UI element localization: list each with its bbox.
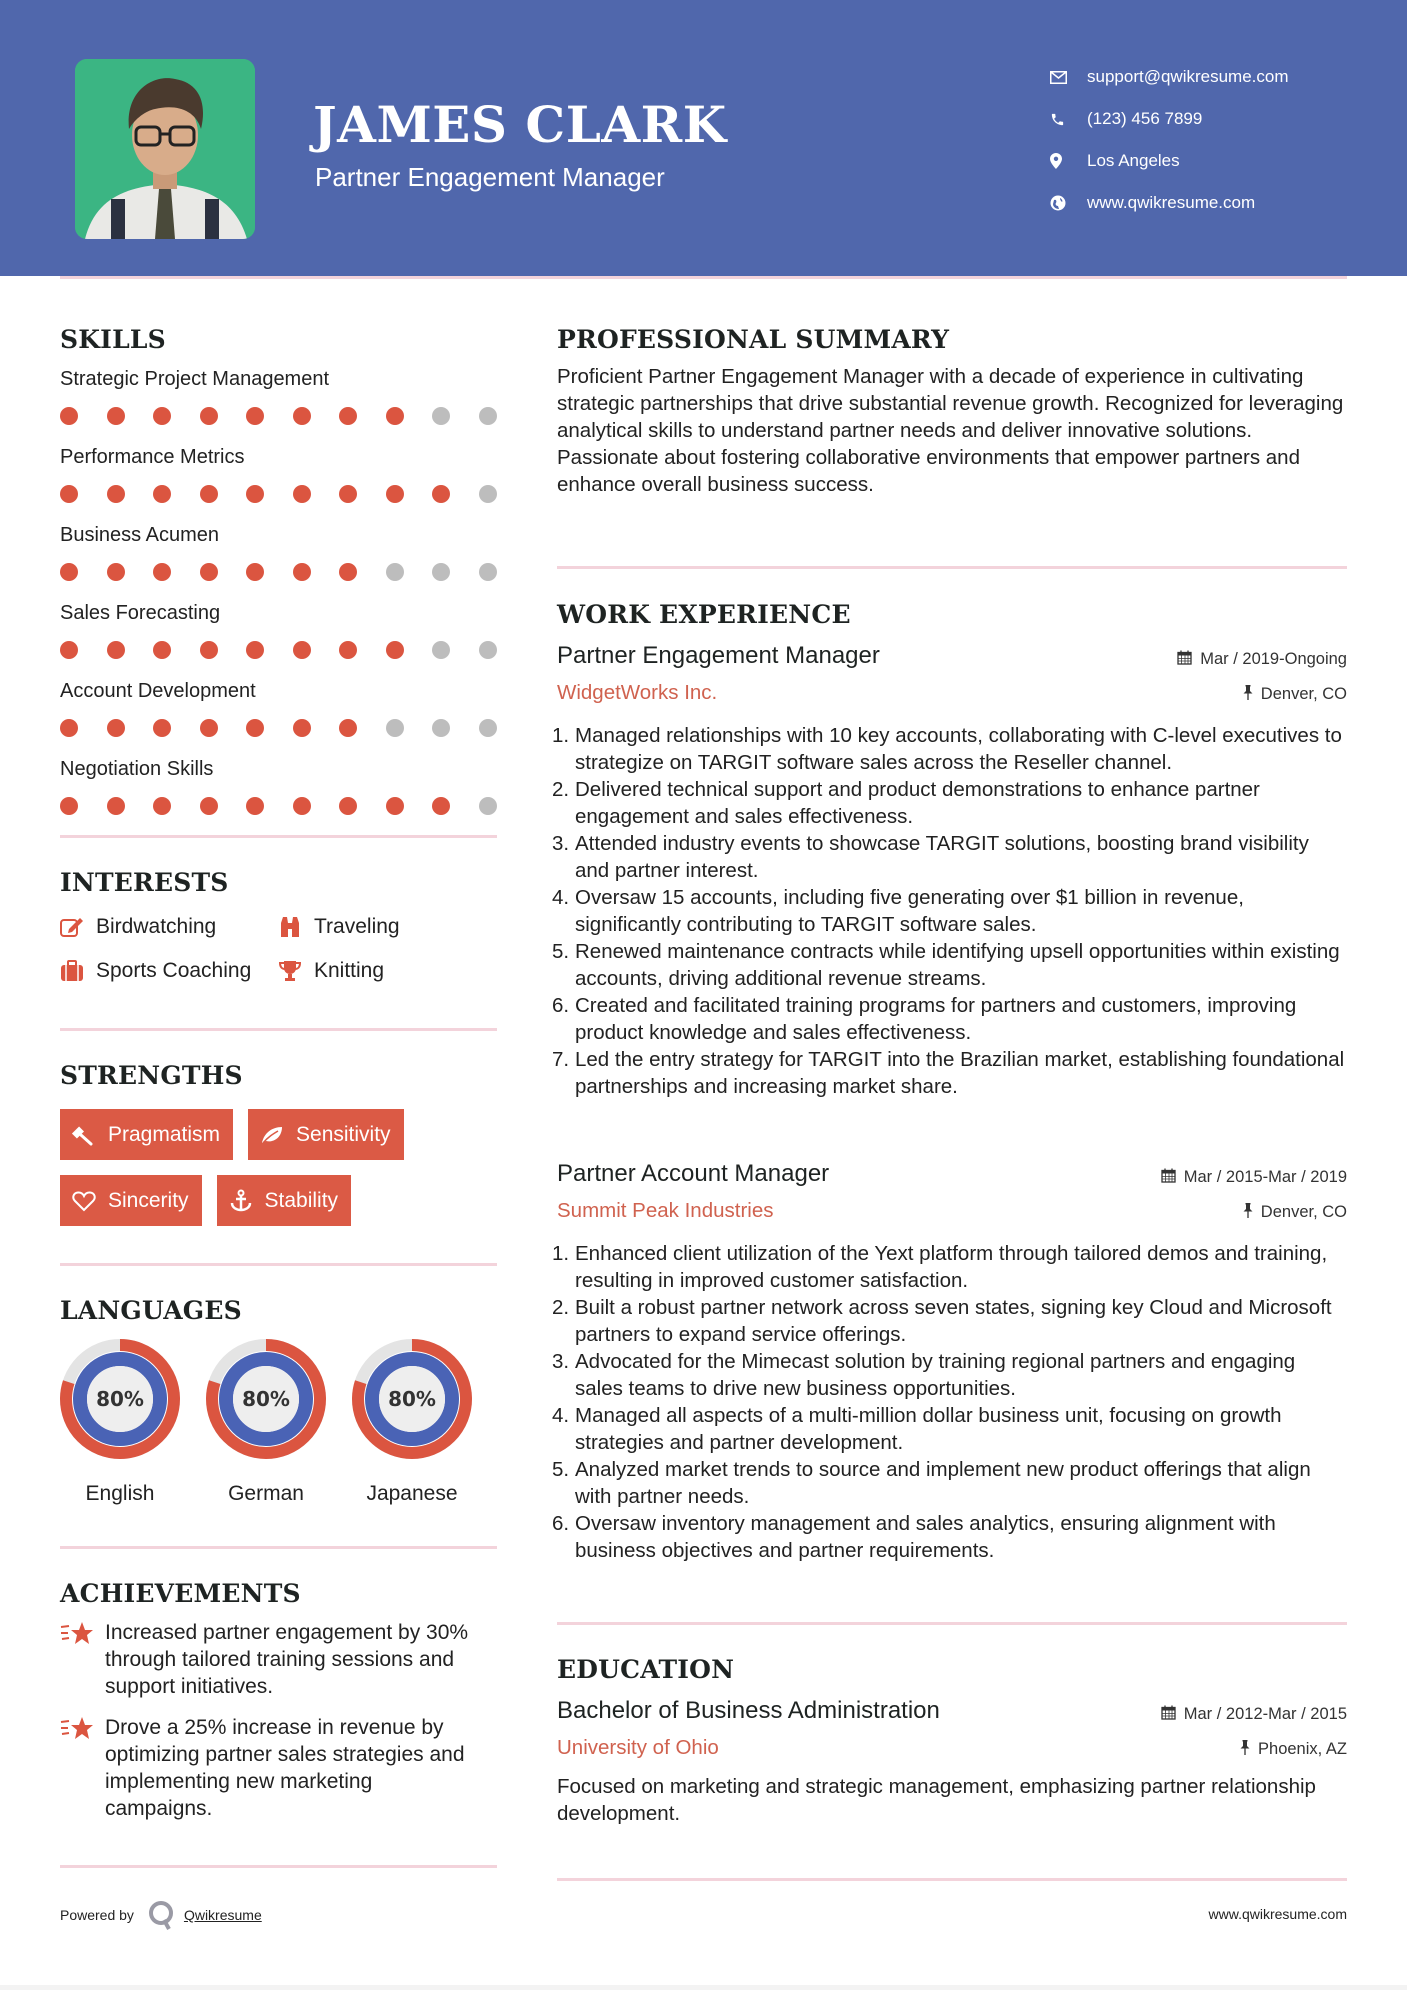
rating-dot-empty [432,719,450,737]
achievement-item: Increased partner engagement by 30% through tailored training sessions and support initiatives. [60,1619,485,1700]
rating-dot-empty [479,641,497,659]
achievement-item: Drove a 25% increase in revenue by optimizing partner sales strategies and implementing new marketing campaigns. [60,1714,485,1822]
language-item [206,1339,326,1506]
skill-rating [60,641,497,659]
section-divider [557,1622,1347,1625]
strengths-list [60,1109,497,1226]
rating-dot-empty [479,407,497,425]
job-bullet: Created and facilitated training programs for partners and customers, improving product knowledge and sales effectiveness. [575,993,1297,1044]
skill-label: Performance Metrics [60,446,245,468]
job-entry [557,644,1347,1100]
envelope-icon [1050,71,1087,84]
job-bullet: Advocated for the Mimecast solution by training regional partners and engaging sales teams to drive new business opportunities. [575,1349,1296,1400]
experience-section [557,600,1347,1562]
rating-dot-filled [200,719,218,737]
company-name: WidgetWorks Inc. [557,681,718,704]
rating-dot-filled [293,797,311,815]
rating-dot-filled [60,563,78,581]
contact-list [1050,56,1289,224]
interest-item: Sports Coaching [60,959,278,983]
binoculars-icon [278,915,314,939]
achievements-title: ACHIEVEMENTS [60,1579,301,1608]
language-proficiency-chart [352,1339,472,1464]
calendar-icon [1177,650,1192,669]
skills-list [60,369,497,815]
interests-title: INTERESTS [60,868,229,897]
skill-rating [60,485,497,503]
rating-dot-filled [339,719,357,737]
rating-dot-filled [153,719,171,737]
rating-dot-filled [246,641,264,659]
rating-dot-filled [386,641,404,659]
pushpin-icon [1243,1203,1253,1222]
language-item [352,1339,472,1506]
achievements-list [60,1619,485,1822]
job-location: Denver, CO [1243,1203,1347,1222]
summary-section [557,327,1347,498]
rating-dot-filled [293,641,311,659]
language-proficiency-chart [206,1339,326,1464]
header-divider [60,276,1347,279]
skill-label: Negotiation Skills [60,758,214,780]
calendar-icon [1161,1705,1176,1724]
education-description: Focused on marketing and strategic management, emphasizing partner relationship development. [557,1774,1316,1825]
rating-dot-filled [60,485,78,503]
section-divider [60,835,497,838]
rating-dot-filled [246,407,264,425]
rating-dot-empty [479,797,497,815]
rating-dot-filled [246,797,264,815]
contact-location-text: Los Angeles [1087,151,1180,170]
education-dates: Mar / 2012-Mar / 2015 [1161,1705,1347,1724]
rating-dot-filled [293,485,311,503]
skill-item [60,681,497,737]
job-bullet: Managed all aspects of a multi-million dollar business unit, focusing on growth strategies and partner development. [575,1403,1282,1454]
strength-badge: Sincerity [60,1175,202,1226]
phone-icon [1050,112,1087,127]
section-divider [557,1878,1347,1881]
degree-title: Bachelor of Business Administration [557,1697,940,1724]
skill-item [60,525,497,581]
page-bottom-edge [0,1985,1407,1990]
job-dates: Mar / 2015-Mar / 2019 [1161,1168,1347,1187]
section-divider [60,1546,497,1549]
resume-header [0,0,1407,276]
rating-dot-filled [200,563,218,581]
profile-photo [75,59,255,239]
contact-website[interactable] [1050,182,1289,224]
gavel-icon [72,1124,108,1146]
trophy-icon [278,960,314,982]
edit-icon [60,916,96,938]
job-bullets [557,722,1347,1100]
rating-dot-filled [200,485,218,503]
rating-dot-filled [153,797,171,815]
strength-badge: Stability [217,1175,352,1226]
rating-dot-filled [200,407,218,425]
rating-dot-filled [107,641,125,659]
language-name: English [85,1482,155,1505]
experience-title: WORK EXPERIENCE [557,600,851,629]
interest-item: Traveling [278,915,478,939]
section-divider [60,1028,497,1031]
candidate-title: Partner Engagement Manager [315,162,665,192]
rating-dot-filled [293,719,311,737]
qwikresume-link[interactable]: Qwikresume [183,1907,262,1923]
rating-dot-empty [432,563,450,581]
languages-list [60,1339,472,1506]
rating-dot-filled [339,485,357,503]
candidate-name: JAMES CLARK [313,95,727,154]
language-percent-label: 80% [388,1387,436,1411]
skill-rating [60,797,497,815]
interest-item: Knitting [278,959,478,983]
job-bullet: Enhanced client utilization of the Yext platform through tailored demos and training, resulting in improved customer satisfaction. [575,1241,1328,1292]
rating-dot-filled [60,407,78,425]
qwikresume-logo-icon [148,1900,176,1930]
rating-dot-filled [60,719,78,737]
job-bullet: Managed relationships with 10 key accounts, collaborating with C-level executives to strategize on TARGIT software sales across the Reseller channel. [575,723,1342,774]
globe-icon [1050,195,1087,211]
skills-title: SKILLS [60,325,166,354]
language-percent-label: 80% [242,1387,290,1411]
pushpin-icon [1240,1740,1250,1759]
job-bullet: Led the entry strategy for TARGIT into the Brazilian market, establishing foundational partnerships and increasing market share. [575,1047,1345,1098]
rating-dot-empty [386,719,404,737]
skill-label: Sales Forecasting [60,602,221,624]
rating-dot-filled [153,563,171,581]
rating-dot-filled [246,563,264,581]
job-bullet: Built a robust partner network across seven states, signing key Cloud and Microsoft partners to expand service offerings. [575,1295,1332,1346]
rating-dot-filled [339,563,357,581]
summary-title: PROFESSIONAL SUMMARY [557,325,950,354]
rating-dot-empty [386,563,404,581]
language-percent-label: 80% [96,1387,144,1411]
rating-dot-filled [432,797,450,815]
interests-list [60,915,478,983]
rating-dot-filled [339,407,357,425]
skill-rating [60,563,497,581]
strengths-title: STRENGTHS [60,1061,243,1090]
shooting-star-icon [60,1619,105,1652]
section-divider [60,1865,497,1868]
map-pin-icon [1050,153,1087,169]
language-name: Japanese [366,1482,458,1505]
rating-dot-filled [200,797,218,815]
rating-dot-filled [386,797,404,815]
section-divider [557,566,1347,569]
skill-label: Account Development [60,680,256,702]
footer-powered-by: Powered by Qwikresume [60,1900,262,1930]
education-section [557,1657,1347,1827]
contact-location [1050,140,1289,182]
language-name: German [228,1482,304,1505]
rating-dot-filled [432,485,450,503]
skill-item [60,759,497,815]
rating-dot-filled [107,719,125,737]
job-bullet: Analyzed market trends to source and implement new product offerings that align with partner needs. [575,1457,1311,1508]
language-item [60,1339,180,1506]
skill-rating [60,407,497,425]
rating-dot-empty [479,563,497,581]
strength-badge: Sensitivity [248,1109,404,1160]
section-divider [60,1263,497,1266]
job-bullets [557,1240,1347,1564]
rating-dot-filled [200,641,218,659]
language-proficiency-chart [60,1339,180,1464]
job-bullet: Oversaw inventory management and sales analytics, ensuring alignment with business objectives and partner requirements. [575,1511,1276,1562]
job-title: Partner Engagement Manager [557,642,880,669]
job-location: Denver, CO [1243,685,1347,704]
skill-rating [60,719,497,737]
contact-email[interactable] [1050,56,1289,98]
rating-dot-filled [107,485,125,503]
rating-dot-filled [246,719,264,737]
skill-label: Strategic Project Management [60,368,330,390]
job-bullet: Renewed maintenance contracts while identifying upsell opportunities within existing accounts, driving additional revenue streams. [575,939,1340,990]
rating-dot-empty [432,641,450,659]
interest-item: Birdwatching [60,915,278,939]
contact-phone-text: (123) 456 7899 [1087,109,1203,128]
rating-dot-filled [293,563,311,581]
job-title: Partner Account Manager [557,1160,830,1187]
rating-dot-empty [479,719,497,737]
company-name: Summit Peak Industries [557,1199,774,1222]
footer-url[interactable]: www.qwikresume.com [1208,1906,1347,1922]
achievements-section [60,1581,485,1836]
job-entry [557,1162,1347,1564]
skill-label: Business Acumen [60,524,219,546]
rating-dot-filled [153,407,171,425]
rating-dot-filled [339,641,357,659]
rating-dot-empty [479,485,497,503]
strengths-section [60,1063,497,1226]
shooting-star-icon [60,1714,105,1747]
skill-item [60,447,497,503]
pushpin-icon [1243,685,1253,704]
rating-dot-filled [107,797,125,815]
contact-email-text: support@qwikresume.com [1087,67,1289,86]
skill-item [60,603,497,659]
rating-dot-empty [432,407,450,425]
strength-badge: Pragmatism [60,1109,233,1160]
heart-icon [72,1190,108,1212]
job-bullet: Attended industry events to showcase TARGIT solutions, boosting brand visibility and partner interest. [575,831,1309,882]
interests-section [60,870,478,983]
job-bullet: Oversaw 15 accounts, including five generating over $1 billion in revenue, significantly contributing to TARGIT software sales. [575,885,1244,936]
anchor-icon [229,1189,265,1213]
summary-text: Proficient Partner Engagement Manager with a decade of experience in cultivating strategic partnerships that drive substantial revenue growth. Recognized for leveraging analytical skills to understand partner needs and deliver innovative solutions. Passionate about fostering collaborative environments that empower partners and enhance overall business success. [557,365,1344,496]
calendar-icon [1161,1168,1176,1187]
skills-section [60,327,497,815]
education-location: Phoenix, AZ [1240,1740,1347,1759]
rating-dot-filled [386,407,404,425]
education-title: EDUCATION [557,1655,735,1684]
job-bullet: Delivered technical support and product demonstrations to enhance partner engagement and sales effectiveness. [575,777,1260,828]
rating-dot-filled [107,563,125,581]
rating-dot-filled [60,641,78,659]
briefcase-icon [60,960,96,982]
languages-section [60,1298,472,1506]
rating-dot-filled [386,485,404,503]
rating-dot-filled [293,407,311,425]
contact-website-text: www.qwikresume.com [1087,193,1256,212]
rating-dot-filled [107,407,125,425]
leaf-icon [260,1125,296,1145]
rating-dot-filled [339,797,357,815]
contact-phone[interactable] [1050,98,1289,140]
job-dates: Mar / 2019-Ongoing [1177,650,1347,669]
rating-dot-filled [153,641,171,659]
languages-title: LANGUAGES [60,1296,242,1325]
skill-item [60,369,497,425]
rating-dot-filled [60,797,78,815]
rating-dot-filled [153,485,171,503]
school-name: University of Ohio [557,1736,719,1759]
rating-dot-filled [246,485,264,503]
